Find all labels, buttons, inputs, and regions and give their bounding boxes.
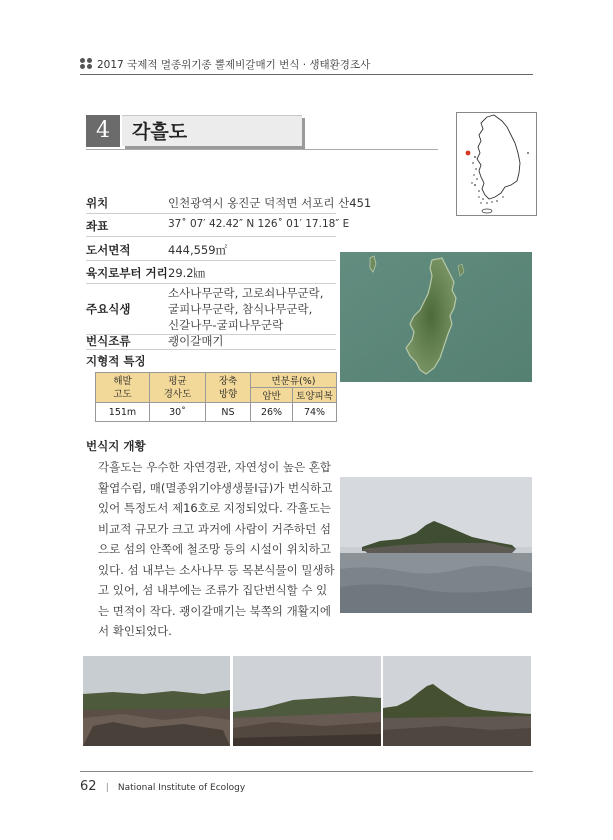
header-dots-icon xyxy=(80,58,94,70)
page-number: 62 xyxy=(80,779,97,794)
island-photo xyxy=(340,477,532,613)
row-divider xyxy=(86,260,336,261)
footer-separator: | xyxy=(105,783,109,793)
distance-value: 29.2㎞ xyxy=(168,266,206,280)
row-divider xyxy=(86,349,336,350)
overview-line: 활엽수림, 매(멸종위기야생생물Ⅰ급)가 번식하고 xyxy=(98,480,333,495)
location-value: 인천광역시 옹진군 덕적면 서포리 산451 xyxy=(168,196,372,210)
row-divider xyxy=(86,213,336,214)
terrain-title: 지형적 특징 xyxy=(86,354,146,368)
vegetation-line: 신갈나무-굴피나무군락 xyxy=(168,318,284,332)
row-divider xyxy=(86,283,336,284)
slope-header: 평균 경사도 xyxy=(150,373,206,403)
island-photo-left xyxy=(83,656,230,746)
area-label: 도서면적 xyxy=(86,243,131,257)
korea-map-icon xyxy=(457,113,536,215)
overview-line: 고 있어, 섬 내부에는 조류가 집단번식할 수 있 xyxy=(98,583,328,597)
vegetation-value xyxy=(168,285,323,333)
header-title: 2017 국제적 멸종위기종 뿔제비갈매기 번식 · 생태환경조사 xyxy=(97,59,371,71)
slope-value: 30˚ xyxy=(150,403,206,422)
section-number: 4 xyxy=(86,115,120,147)
header-divider xyxy=(80,74,533,75)
satellite-photo xyxy=(340,252,532,382)
location-map xyxy=(456,112,537,216)
section-title: 각흘도 xyxy=(132,121,188,143)
island-photo-middle xyxy=(233,656,381,746)
island-photo-right xyxy=(383,656,531,746)
overview-title: 번식지 개황 xyxy=(86,439,146,453)
vegetation-label: 주요식생 xyxy=(86,302,131,316)
location-marker-icon xyxy=(466,151,471,156)
overview-paragraph xyxy=(98,457,334,642)
cover-header: 면분류(%) xyxy=(251,373,337,388)
footer-institute: National Institute of Ecology xyxy=(117,783,246,793)
terrain-table xyxy=(95,372,337,422)
coordinates-label: 좌표 xyxy=(86,219,109,233)
overview-line: 각흘도는 우수한 자연경관, 자연성이 높은 혼합 xyxy=(98,460,332,474)
aspect-header: 장축 방향 xyxy=(206,373,251,403)
elevation-value: 151m xyxy=(96,403,150,422)
birds-label: 번식조류 xyxy=(86,334,131,348)
area-value: 444,559㎡ xyxy=(168,243,228,257)
footer xyxy=(80,779,245,794)
soil-header: 토양피복 xyxy=(293,388,337,403)
row-divider xyxy=(86,236,336,237)
vegetation-line: 굴피나무군락, 참식나무군락, xyxy=(168,302,313,316)
overview-line: 비교적 규모가 크고 과거에 사람이 거주하던 섬 xyxy=(98,521,332,536)
overview-line: 있다. 섬 내부는 소사나무 등 목본식물이 밀생하 xyxy=(98,562,335,577)
coordinates-value: 37˚ 07′ 42.42″ N 126˚ 01′ 17.18″ E xyxy=(168,218,350,230)
title-underline xyxy=(86,149,438,150)
location-label: 위치 xyxy=(86,196,109,210)
rock-header: 암반 xyxy=(251,388,293,403)
overview-line: 으로 섬의 안쪽에 철조망 등의 시설이 위치하고 xyxy=(98,542,332,556)
overview-line: 서 확인되었다. xyxy=(98,624,172,638)
aspect-value: NS xyxy=(206,403,251,422)
distance-label: 육지로부터 거리 xyxy=(86,266,168,280)
rock-value: 26% xyxy=(251,403,293,422)
vegetation-line: 소사나무군락, 고로쇠나무군락, xyxy=(168,286,324,300)
elevation-header: 해발 고도 xyxy=(96,373,150,403)
soil-value: 74% xyxy=(293,403,337,422)
birds-value: 괭이갈매기 xyxy=(168,334,224,348)
footer-divider xyxy=(80,771,533,772)
overview-line: 는 면적이 작다. 괭이갈매기는 북쪽의 개활지에 xyxy=(98,603,332,618)
overview-line: 있어 특정도서 제16호로 지정되었다. 각흘도는 xyxy=(98,501,331,515)
